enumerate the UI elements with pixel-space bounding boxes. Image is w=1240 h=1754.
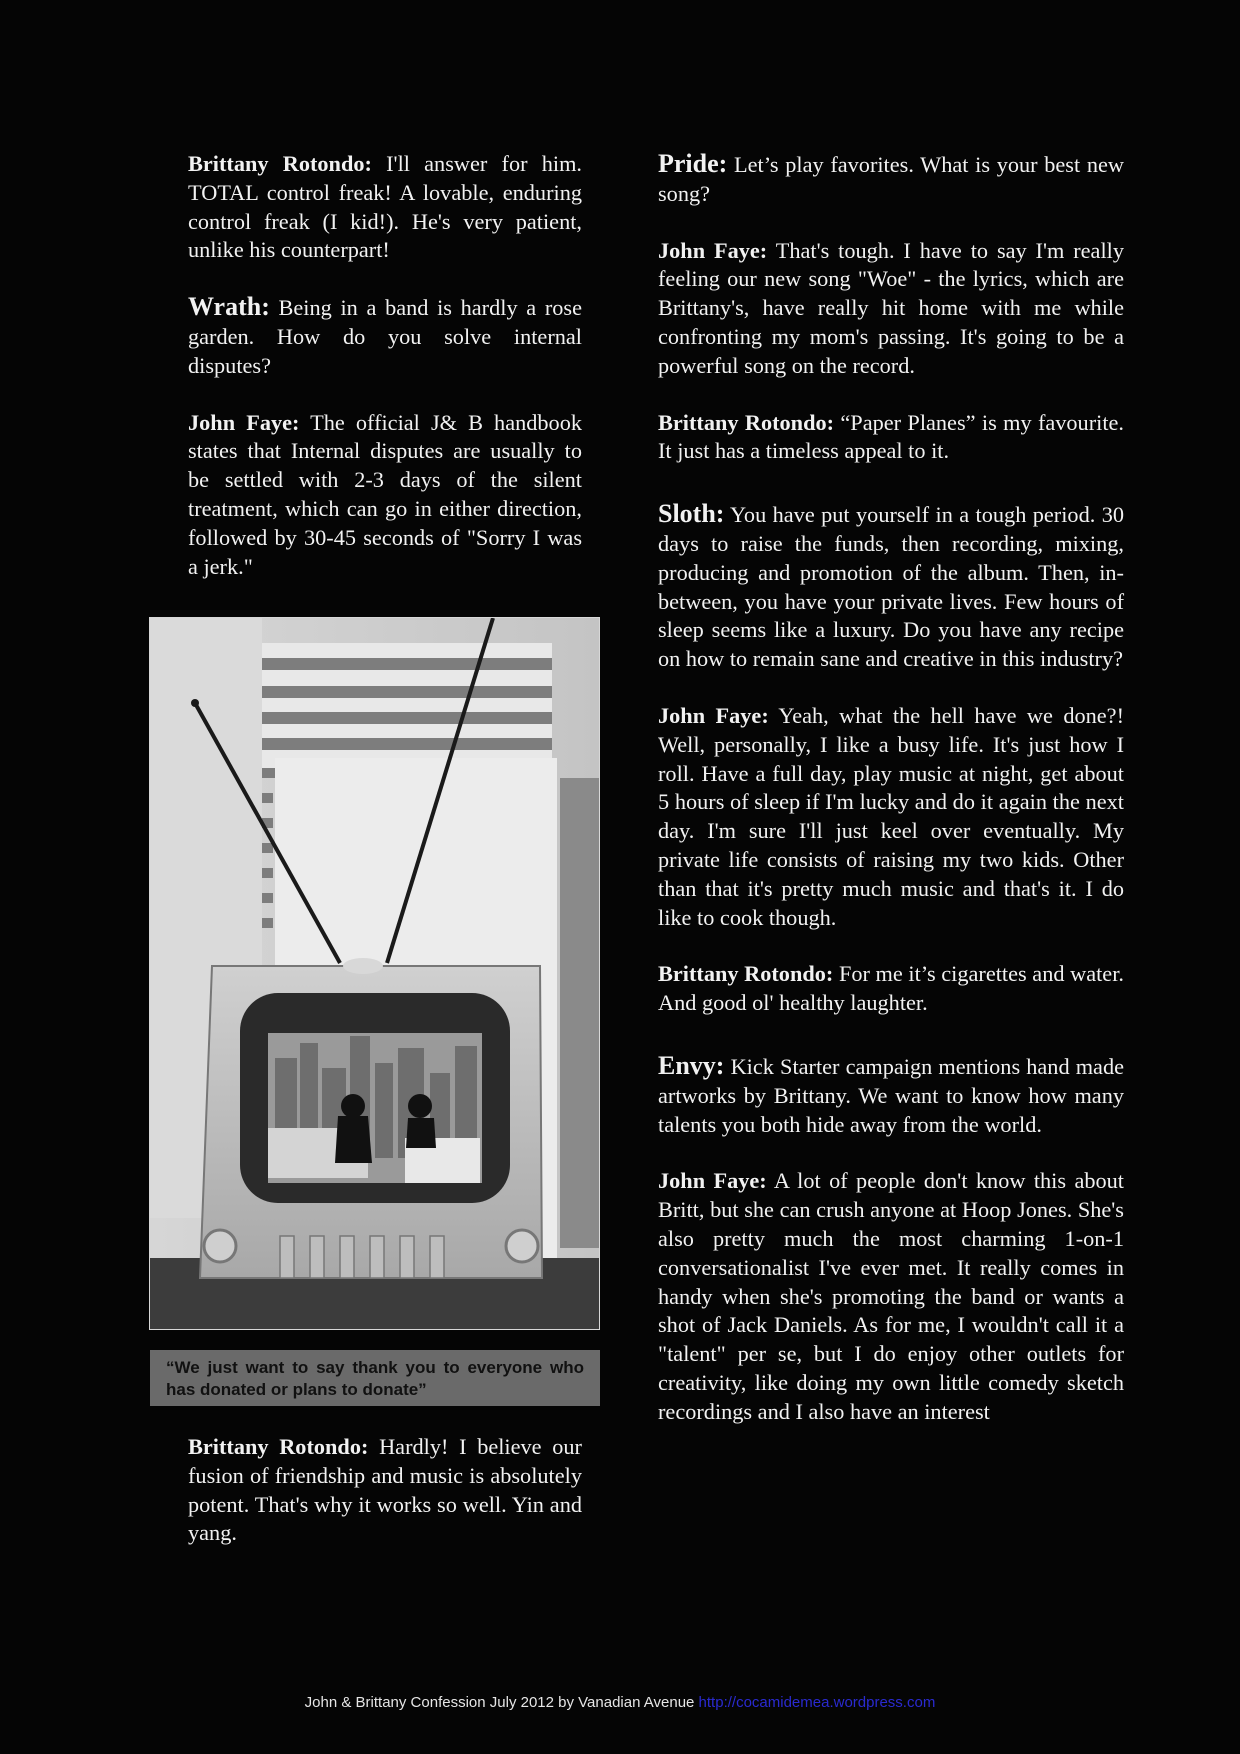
left-column-bottom xyxy=(188,1433,582,1576)
paragraph-text: You have put yourself in a tough period. 30 days to raise the funds, then recording, mixing, producing and promotion of the album. Then, in-between, you have your private lives. Few hours of sleep seems like a luxury. Do you have any recipe on how to remain sane and creative in this industry? xyxy=(658,502,1124,672)
paragraph-text: The official J& B handbook states that Internal disputes are usually to be settled with 2-3 days of the silent treatment, which can go in either direction, followed by 30-45 seconds of "Sorry I was a jerk." xyxy=(188,409,582,579)
right-column xyxy=(658,150,1124,1454)
paragraph-text: Kick Starter campaign mentions hand made artworks by Brittany. We want to know how many talents you both hide away from the world. xyxy=(658,1053,1124,1137)
paragraph-text: I'll answer for him. TOTAL control freak! A lovable, enduring control freak (I kid!). He's very patient, unlike his counterpart! xyxy=(188,151,582,263)
answer-paragraph xyxy=(188,150,582,265)
answer-paragraph xyxy=(188,409,582,582)
paragraph-text: Hardly! I believe our fusion of friendship and music is absolutely potent. That's why it works so well. Yin and yang. xyxy=(188,1434,582,1546)
question-label: Pride: xyxy=(658,149,728,178)
question-label: Sloth: xyxy=(658,499,725,529)
answer-paragraph xyxy=(188,1433,582,1548)
photo-caption: “We just want to say thank you to everyone who has donated or plans to donate” xyxy=(150,1350,600,1406)
left-column xyxy=(188,150,582,609)
tv-sculpture-photo xyxy=(149,617,600,1330)
footer-link[interactable]: http://cocamidemea.wordpress.com xyxy=(698,1694,936,1711)
question-label: Envy: xyxy=(658,1050,725,1080)
speaker-label: John Faye: xyxy=(658,237,768,263)
answer-paragraph xyxy=(658,960,1124,1018)
speaker-label: Brittany Rotondo: xyxy=(658,961,834,987)
paragraph-text: Yeah, what the hell have we done?! Well, personally, I like a busy life. It's just how I roll. Have a full day, play music at night, get about 5 hours of sleep if I'm lucky and do it again the next day. I'm sure I'll just keel over eventually. My private life consists of raising my two kids. Other than that it's pretty much music and that's it. I do like to cook though. xyxy=(658,702,1124,930)
question-paragraph xyxy=(658,150,1124,209)
question-paragraph xyxy=(658,500,1124,674)
question-label: Wrath: xyxy=(188,292,270,322)
answer-paragraph xyxy=(658,237,1124,381)
answer-paragraph xyxy=(658,1167,1124,1426)
speaker-label: Brittany Rotondo: xyxy=(188,151,372,176)
speaker-label: John Faye: xyxy=(658,1168,767,1194)
paragraph-text: “Paper Planes” is my favourite. It just has a timeless appeal to it. xyxy=(658,409,1124,464)
answer-paragraph xyxy=(658,409,1124,467)
paragraph-text: For me it’s cigarettes and water. And good ol' healthy laughter. xyxy=(658,961,1124,1016)
paragraph-text: That's tough. I have to say I'm really feeling our new song "Woe" - the lyrics, which are Brittany's, have really hit home with me while confronting my mom's passing. It's going to be a powerful song on the record. xyxy=(658,237,1124,378)
answer-paragraph xyxy=(658,702,1124,932)
footer-credit: John & Brittany Confession July 2012 by Vanadian Avenue xyxy=(304,1694,699,1711)
page-footer xyxy=(0,1694,1240,1711)
speaker-label: John Faye: xyxy=(188,409,300,435)
speaker-label: John Faye: xyxy=(658,702,769,728)
speaker-label: Brittany Rotondo: xyxy=(188,1434,369,1459)
paragraph-text: Let’s play favorites. What is your best new song? xyxy=(658,152,1124,206)
question-paragraph xyxy=(658,1052,1124,1139)
speaker-label: Brittany Rotondo: xyxy=(658,409,835,435)
question-paragraph xyxy=(188,293,582,380)
paragraph-text: A lot of people don't know this about Britt, but she can crush anyone at Hoop Jones. She's also pretty much the most charming 1-on-1 conversationalist I've ever met. It really comes in handy when she's promoting the band or wants a shot of Jack Daniels. As for me, I wouldn't call it a "talent" per se, but I do enjoy other outlets for creativity, like doing my own little comedy sketch recordings and I also have an interest xyxy=(658,1168,1124,1424)
paragraph-text: Being in a band is hardly a rose garden. How do you solve internal disputes? xyxy=(188,295,582,378)
